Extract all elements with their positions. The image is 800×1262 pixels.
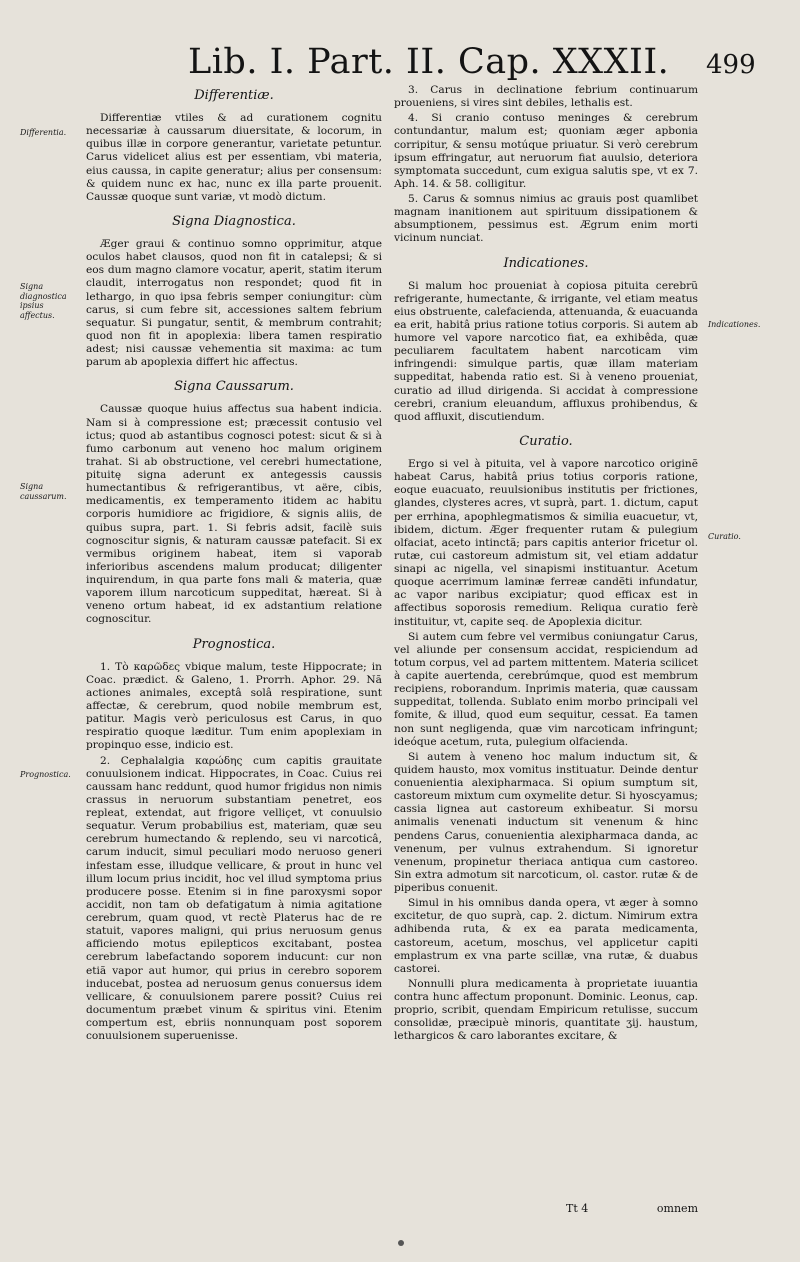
paragraph-indicationes: Si malum hoc proueniat à copiosa pituita cerebrũ refrigerante, humectante, & irrigante, vel etiam meatus eius obstruente, calefacienda, attenuanda, & euacuanda ea erit, habitâ prius ratione totius corporis. Si autem ab humore vel vapore narcotico fiat, ea exhibêda, quæ peculiarem facultatem habent narcoticam vim infringendi: simulque partis, quæ illam materiam suppeditat, habenda ratio est. Si à veneno proueniat, curatio ad illud dirigenda. Si accidat à compressione cerebri, cranium eleuandum, affluxus prohibendus, & quod affluxit, discutiendum. xyxy=(394,279,698,423)
heading-prognostica: Prognostica. xyxy=(192,636,276,652)
paragraph-prognostica-4: 4. Si cranio contuso meninges & cerebrum contundantur, malum est; quoniam æger apbonia corripitur, & sensu motúque priuatur. Si verò cerebrum ipsum effringatur, aut neruorum fiat auulsio, deteriora symptomata succedunt, cum exigua salutis spe, vt ex 7. Aph. 14. & 58. colligitur. xyxy=(394,112,698,190)
paragraph-curatio-1: Ergo si vel à pituita, vel à vapore narcotico originẽ habeat Carus, habitâ prius totius corporis ratione, eoque euacuato, reuulsionibus institutis per frictiones, glandes, clysteres acres, vt suprà, part. 1. dictum, caput per errhina, apophlegmatismos & similia euacuetur, vt, ibidem, dictum. Æger frequenter rutam & pulegium olfaciat, aceto intinctã; pars capitis anterior fricetur ol. rutæ, cui castoreum admistum sit, vel etiam addatur sinapi ac nigella, vel sinapismi instituantur. Acetum quoque acerrimum laminæ ferreæ candẽti infundatur, ac vapor naribus excipiatur; quod efficax est in affectibus soporosis remedium. Reliqua curatio ferè instituitur, vt, capite seq. de Apoplexia dicitur. xyxy=(394,458,698,628)
paragraph-prognostica-1: 1. Τὸ καρῶδες vbique malum, teste Hippocrate; in Coac. prædict. & Galeno, 1. Prorrh. Aphor. 29. Nã actiones animales, exceptâ solâ respiratione, sunt affectæ, & cerebrum, quod nobile membrum est, patitur. Magis verò periculosus est Carus, in quo respiratio quoque læditur. Tum enim apoplexiam in propinquo esse, indicio est. xyxy=(86,660,382,752)
left-column xyxy=(86,84,382,1045)
margin-note-differentia: Differentia. xyxy=(20,128,67,137)
paragraph-curatio-3: Si autem à veneno hoc malum inductum sit, & quidem hausto, mox vomitus instituatur. Deinde dentur conuenientia alexipharmaca. Si opium sumptum sit, castoreum mixtum cum oxymelite detur. Si hyoscyamus; cassia lignea aut castoreum exhibeatur. Si morsu animalis venenati inductum sit venenum & hinc pendens Carus, conuenientia alexipharmaca danda, ac venenum, per vulnus extrahendum. Si ignoretur venenum, propinetur theriaca antiqua cum castoreo. Sin extra admotum sit narcoticum, ol. castor. rutæ & de piperibus conuenit. xyxy=(394,750,698,895)
margin-note-curatio: Curatio. xyxy=(708,532,741,541)
heading-curatio: Curatio. xyxy=(519,433,573,449)
paragraph-curatio-5: Nonnulli plura medicamenta à proprietate iuuantia contra hunc affectum proponunt. Dominic. Leonus, cap. proprio, scribit, quendam Empiricum retulisse, succum consolidæ, præcipuè minoris, quantitate ʒij. haustum, lethargicos & caro laborantes excitare, & xyxy=(394,977,698,1043)
catchword: omnem xyxy=(656,1202,698,1215)
paragraph-curatio-2: Si autem cum febre vel vermibus coniungatur Carus, vel aliunde per consensum accidat, respiciendum ad totum corpus, vel ad partem mittentem. Materia scilicet à capite auertenda, cerebrúmque, quod est membrum recipiens, roborandum. Inprimis materia, quæ caussam suppeditat, tollenda. Sublato enim morbo principali vel fomite, & illud, quod eum sequitur, cessat. Ea tamen non sunt negligenda, quæ vim narcoticam infringunt; ideóque acetum, ruta, pulegium olfacienda. xyxy=(394,630,698,748)
paragraph-prognostica-5: 5. Carus & somnus nimius ac grauis post quamlibet magnam inanitionem aut spirituum dissipationem & absumptionem, pessimus est. Ægrum enim morti vicinum nunciat. xyxy=(394,193,698,245)
paragraph-differentiae: Differentiæ vtiles & ad curationem cognitu necessariæ à caussarum diuersitate, & locorum, in quibus illæ in corpore generantur, varietate petuntur. Carus videlicet alius est per essentiam, vbi materia, eius caussa, in capite generatur; alius per consensum: & quidem nunc ex hac, nunc ex illa parte prouenit. Caussæ quoque sunt variæ, vt modò dictum. xyxy=(86,112,382,203)
heading-indicationes: Indicationes. xyxy=(503,255,589,271)
paragraph-signa-diagnostica: Æger graui & continuo somno opprimitur, atque oculos habet clausos, quod non fit in catalepsi; & si eos dum magno clamore vocatur, aperit, statim iterum claudit, interrogatus non respondet; quod fit in lethargo, in quo ipsa febris semper coniungitur: cùm carus, si cum febre sit, accessiones saltem febrium sequatur. Si pungatur, sentit, & membrum contrahit; quod non fit in apoplexia: libera tamen respiratio adest; nisi caussæ vehementia sit maxima: ac tum parum ab apoplexia differt hic affectus. xyxy=(86,238,382,369)
margin-note-indicationes: Indicationes. xyxy=(708,320,761,329)
paragraph-prognostica-3: 3. Carus in declinatione febrium continuarum proueniens, si vires sint debiles, lethalis est. xyxy=(394,84,698,110)
margin-note-signa-diagnostica: Signa diagnostica ipsius affectus. xyxy=(20,282,67,320)
right-column xyxy=(394,84,698,1046)
paragraph-curatio-4: Simul in his omnibus danda opera, vt æger à somno excitetur, de quo suprà, cap. 2. dictum. Nimirum extra adhibenda ruta, & ex ea parata medicamenta, castoreum, acetum, moschus, vel applicetur capiti emplastrum ex vna parte scillæ, vna rutæ, & duabus castorei. xyxy=(394,897,698,975)
running-title: Lib. I. Part. II. Cap. XXXII. xyxy=(188,42,670,82)
page-footer xyxy=(394,1202,698,1242)
paragraph-prognostica-2: 2. Cephalalgia καρώδης cum capitis grauitate conuulsionem indicat. Hippocrates, in Coac. Cuius rei caussam hanc reddunt, quod humor frigidus non nimis crassus in neruorum substantiam penetret, eos repleat, extendat, aut frigore velliçet, vt conuulsio sequatur. Verum probabilius est, materiam, quæ seu cerebrum humectando & replendo, seu vi narcoticâ, carum inducit, simul peculiari modo neruoso generi infestam esse, illudque vellicare, & prout in hunc vel illum locum prius incidit, hoc vel illud symptoma prius producere posse. Etenim si in fine paroxysmi sopor accidit, non tam ob defatigatum à nimia agitatione cerebrum, quam quod, vt rectè Platerus hac de re statuit, vapores maligni, qui prius neruosum genus afficiendo motus epilepticos excitabant, postea cerebrum labefactando soporem inducunt: cur non etiã vapor aut humor, qui prius in cerebro soporem inducebat, postea ad neruosum genus conuersus idem vellicare, & conuulsionem parere possit? Cuius rei documentum præbet vinum & spiritus vini. Etenim compertum est, ebriis nonnunquam post soporem conuulsionem superuenisse. xyxy=(86,754,382,1043)
page-header xyxy=(0,40,800,88)
margin-note-prognostica: Prognostica. xyxy=(20,770,71,779)
binding-hole-mark xyxy=(398,1240,404,1246)
heading-signa-caussarum: Signa Caussarum. xyxy=(174,379,294,395)
page-number: 499 xyxy=(706,50,756,80)
signature-mark: Tt 4 xyxy=(566,1202,589,1215)
margin-note-signa-caussarum: Signa caussarum. xyxy=(20,482,67,501)
paragraph-signa-caussarum: Caussæ quoque huius affectus sua habent indicia. Nam si à compressione est; præcessit contusio vel ictus; quod ab astantibus cognosci potest: sicut & si à fumo carbonum aut veneno hoc malum originem trahat. Si ab obstructione, vel cerebri humectatione, pituitę signa aderunt ex antegessis caussis humectantibus & refrigerantibus, vt aëre, cibis, medicamentis, ex temperamento itidem ac habitu corporis humidiore ac frigidiore, & signis aliis, de quibus supra, part. 1. Si febris adsit, facilè suis cognoscitur signis, & naturam caussæ patefacit. Si ex vermibus originem habeat, item si vaporab inferioribus ascendens malum producat; diligenter inquirendum, in qua parte fons mali & materia, quæ vaporem illum narcoticum suppeditat, hæreat. Si à veneno ortum habeat, id ex adstantium relatione cognoscitur. xyxy=(86,403,382,626)
heading-differentiae: Differentiæ. xyxy=(194,88,274,103)
heading-signa-diagnostica: Signa Diagnostica. xyxy=(172,213,296,229)
